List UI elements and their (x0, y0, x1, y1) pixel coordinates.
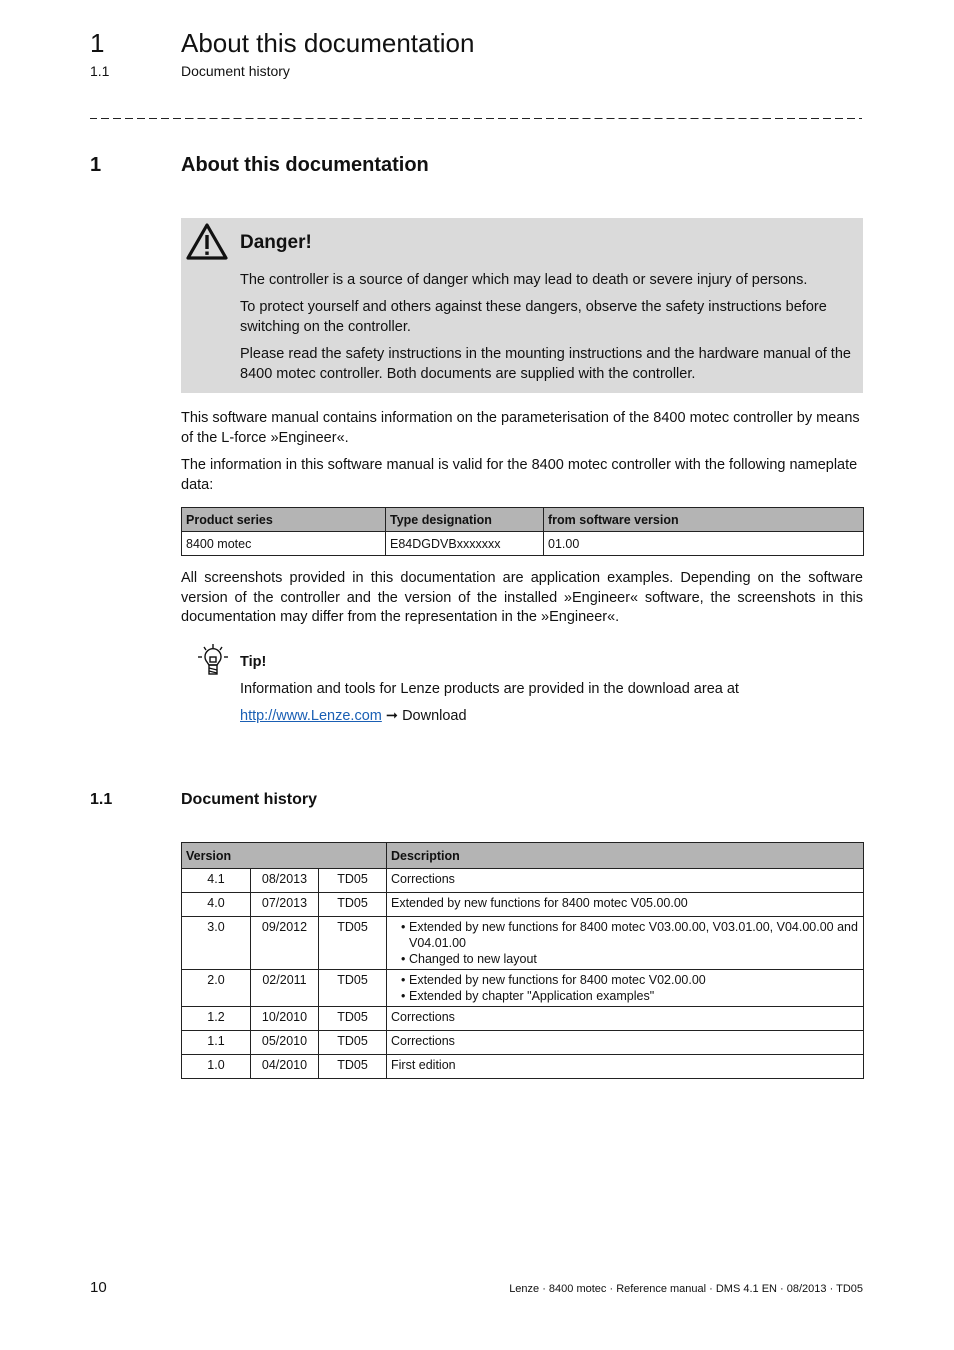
document-history-table (181, 842, 864, 1079)
table-row (182, 917, 864, 970)
version-cell: 1.2 (182, 1007, 251, 1031)
table-header-row (182, 508, 864, 532)
date-cell: 05/2010 (251, 1031, 319, 1055)
description-cell: First edition (387, 1055, 864, 1079)
version-cell: 2.0 (182, 970, 251, 1007)
code-cell: TD05 (319, 1031, 387, 1055)
date-cell: 08/2013 (251, 869, 319, 893)
tip-link-line (240, 707, 467, 727)
column-header: Type designation (386, 508, 544, 532)
heading2-number: 1.1 (90, 791, 113, 808)
version-cell: 4.1 (182, 869, 251, 893)
tip-title: Tip! (240, 654, 267, 670)
running-header-section-title: Document history (181, 63, 290, 79)
code-cell: TD05 (319, 893, 387, 917)
date-cell: 10/2010 (251, 1007, 319, 1031)
heading2-title: Document history (181, 791, 318, 808)
description-cell (387, 917, 864, 970)
heading1-number: 1 (90, 154, 102, 176)
date-cell: 04/2010 (251, 1055, 319, 1079)
heading1-title: About this documentation (181, 154, 429, 176)
column-header: Product series (182, 508, 386, 532)
version-cell: 1.0 (182, 1055, 251, 1079)
code-cell: TD05 (319, 1007, 387, 1031)
warning-triangle-icon (185, 222, 229, 262)
code-cell: TD05 (319, 917, 387, 970)
date-cell: 07/2013 (251, 893, 319, 917)
description-cell: Corrections (387, 869, 864, 893)
running-header-chapter-number: 1 (90, 28, 105, 58)
version-cell: 3.0 (182, 917, 251, 970)
table-row (182, 893, 864, 917)
tip-link-suffix: Download (402, 708, 467, 724)
version-cell: 1.1 (182, 1031, 251, 1055)
date-cell: 02/2011 (251, 970, 319, 1007)
table-cell: 8400 motec (182, 532, 386, 556)
description-cell: Corrections (387, 1031, 864, 1055)
bullet-item: • Changed to new layout (401, 951, 859, 967)
table-header-row (182, 843, 864, 869)
column-header: Version (182, 843, 387, 869)
column-header: from software version (544, 508, 864, 532)
bullet-item: • Extended by new functions for 8400 motec V03.00.00, V03.01.00, V04.00.00 and V04.01.00 (401, 919, 859, 951)
header-divider (90, 118, 862, 119)
running-header-section-number: 1.1 (90, 63, 110, 79)
description-cell: Extended by new functions for 8400 motec V05.00.00 (387, 893, 864, 917)
table-row (182, 532, 864, 556)
description-cell: Corrections (387, 1007, 864, 1031)
danger-paragraph: Please read the safety instructions in the mounting instructions and the hardware manual of the 8400 motec controller. Both documents are supplied with the controller. (240, 346, 851, 382)
body-paragraph: All screenshots provided in this documentation are application examples. Depending on the software version of the controller and the version of the installed »Engineer« software, the screenshots in this documentation may differ from the representation in the »Engineer«. (181, 570, 863, 625)
danger-title: Danger! (240, 232, 312, 253)
tip-text: Information and tools for Lenze products are provided in the download area at (240, 681, 739, 697)
body-paragraph: This software manual contains information on the parameterisation of the 8400 motec controller by means of the L-force »Engineer«. (181, 410, 860, 446)
code-cell: TD05 (319, 1055, 387, 1079)
date-cell: 09/2012 (251, 917, 319, 970)
table-row (182, 869, 864, 893)
footer-document-info: Lenze · 8400 motec · Reference manual · DMS 4.1 EN · 08/2013 · TD05 (509, 1283, 863, 1295)
table-row (182, 1055, 864, 1079)
body-paragraph: The information in this software manual is valid for the 8400 motec controller with the following nameplate data: (181, 457, 858, 493)
danger-paragraph: To protect yourself and others against these dangers, observe the safety instructions before switching on the controller. (240, 299, 827, 335)
description-cell (387, 970, 864, 1007)
lenze-website-link[interactable]: http://www.Lenze.com (240, 708, 382, 724)
version-cell: 4.0 (182, 893, 251, 917)
bullet-item: • Extended by chapter "Application examples" (401, 988, 859, 1004)
table-row (182, 1031, 864, 1055)
table-row (182, 970, 864, 1007)
code-cell: TD05 (319, 970, 387, 1007)
table-row (182, 1007, 864, 1031)
table-cell: 01.00 (544, 532, 864, 556)
arrow-right-icon: ➞ (385, 708, 399, 724)
lightbulb-icon (196, 643, 230, 677)
page-number: 10 (90, 1279, 107, 1296)
nameplate-table (181, 507, 864, 556)
bullet-item: • Extended by new functions for 8400 motec V02.00.00 (401, 972, 859, 988)
code-cell: TD05 (319, 869, 387, 893)
column-header: Description (387, 843, 864, 869)
table-cell: E84DGDVBxxxxxxx (386, 532, 544, 556)
running-header-chapter-title: About this documentation (181, 28, 475, 58)
danger-paragraph: The controller is a source of danger which may lead to death or severe injury of persons. (240, 272, 808, 288)
